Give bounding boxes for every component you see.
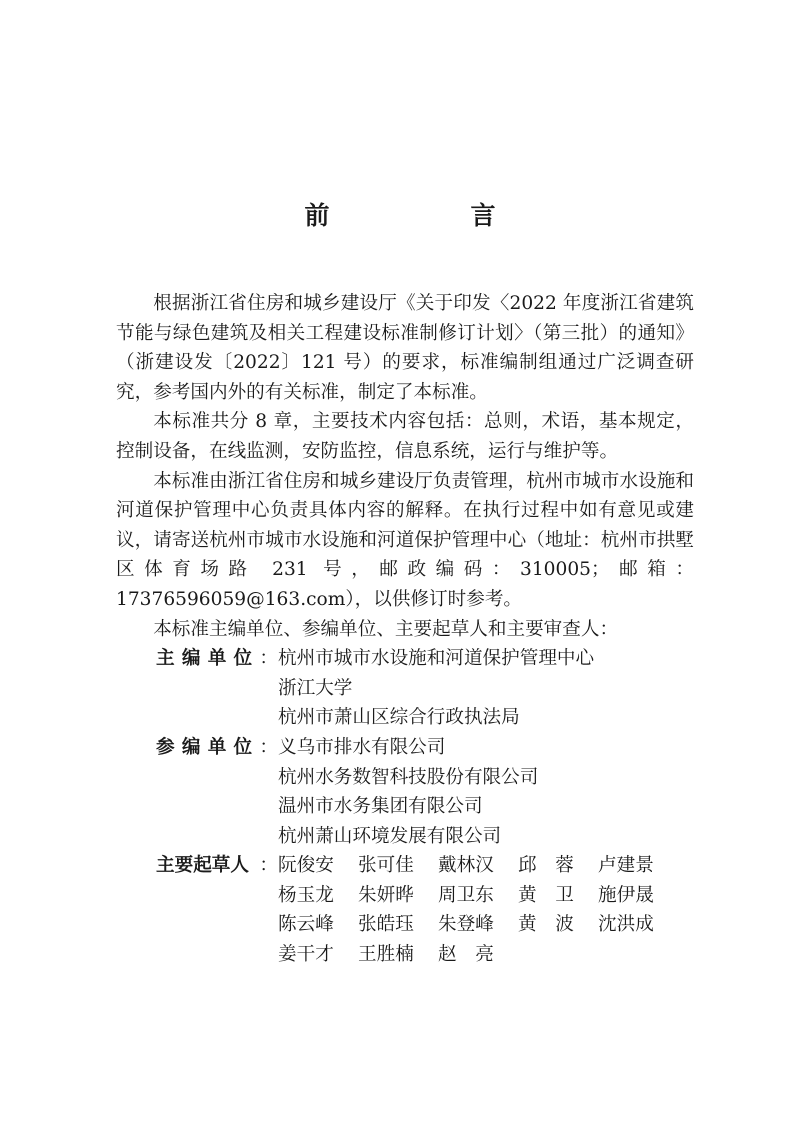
- label-char: 单: [207, 736, 227, 758]
- drafter-name: 王胜楠: [358, 944, 414, 966]
- participating-units-label: [156, 733, 278, 851]
- drafters-label: [156, 851, 278, 969]
- drafter-name: 黄 卫: [518, 884, 574, 906]
- participating-units-section: [156, 733, 694, 851]
- drafter-name: 卢建景: [598, 855, 654, 877]
- drafter-name: 邱 蓉: [518, 855, 574, 877]
- drafter-name: 黄 波: [518, 914, 574, 936]
- drafter-name: 朱登峰: [438, 914, 494, 936]
- drafter-name: 陈云峰: [278, 914, 334, 936]
- drafter-name: 沈洪成: [598, 914, 654, 936]
- document-body: [116, 289, 694, 970]
- drafter-name: 施伊晟: [598, 884, 654, 906]
- label-char: 位: [233, 736, 253, 758]
- unit-item: 浙江大学: [278, 677, 353, 699]
- label-char: 主: [156, 648, 175, 670]
- unit-item: 义乌市排水有限公司: [278, 736, 446, 758]
- label-char: 编: [181, 736, 201, 758]
- unit-item: 杭州市城市水设施和河道保护管理中心: [278, 648, 595, 670]
- label-char: 单: [207, 648, 227, 670]
- chief-units-section: [156, 644, 694, 733]
- chief-units-list: [278, 644, 594, 733]
- label-char: 位: [233, 648, 253, 670]
- contents-paragraph: 本标准共分 8 章，主要技术内容包括：总则，术语，基本规定，控制设备，在线监测，安防监控，信息系统，运行与维护等。: [116, 411, 694, 462]
- unit-item: 杭州水务数智科技股份有限公司: [278, 766, 539, 788]
- drafter-name: 张皓珏: [358, 914, 414, 936]
- drafters-section: [156, 851, 694, 969]
- label-colon: ：: [259, 648, 278, 670]
- unit-item: 杭州市萧山区综合行政执法局: [278, 707, 520, 729]
- drafter-name: 阮俊安: [278, 855, 334, 877]
- participating-units-list: [278, 733, 538, 851]
- chief-units-label: [156, 644, 278, 733]
- drafter-name: 赵 亮: [438, 944, 494, 966]
- drafter-name: 周卫东: [438, 884, 494, 906]
- page-title: 前 言: [304, 201, 554, 230]
- unit-item: 杭州萧山环境发展有限公司: [278, 825, 502, 847]
- unit-item: 温州市水务集团有限公司: [278, 796, 483, 818]
- label-colon: ：: [259, 855, 278, 877]
- units-intro-paragraph: 本标准主编单位、参编单位、主要起草人和主要审查人：: [153, 618, 619, 640]
- drafter-name: 姜干才: [278, 944, 334, 966]
- management-paragraph: 本标准由浙江省住房和城乡建设厅负责管理，杭州市城市水设施和河道保护管理中心负责具体内容的解释。在执行过程中如有意见或建议，请寄送杭州市城市水设施和河道保护管理中心（地址：杭州市拱墅区体育场路 231 号，邮政编码：310005；邮箱：17376596059@163.com），以供修订时参考。: [116, 470, 694, 610]
- drafters-label-text: 主要起草人: [156, 855, 249, 877]
- label-colon: ：: [259, 736, 278, 758]
- drafter-name: 朱妍晔: [358, 884, 414, 906]
- drafters-list: [278, 851, 678, 969]
- label-char: 参: [156, 736, 175, 758]
- drafter-name: 杨玉龙: [278, 884, 334, 906]
- drafter-name: 戴林汉: [438, 855, 494, 877]
- drafter-name: 张可佳: [358, 855, 414, 877]
- label-char: 编: [181, 648, 201, 670]
- intro-paragraph: 根据浙江省住房和城乡建设厅《关于印发〈2022 年度浙江省建筑节能与绿色建筑及相关工程建设标准制修订计划〉（第三批）的通知》（浙建设发〔2022〕121 号）的要求，标准编制组通过广泛调查研究，参考国内外的有关标准，制定了本标准。: [116, 293, 694, 403]
